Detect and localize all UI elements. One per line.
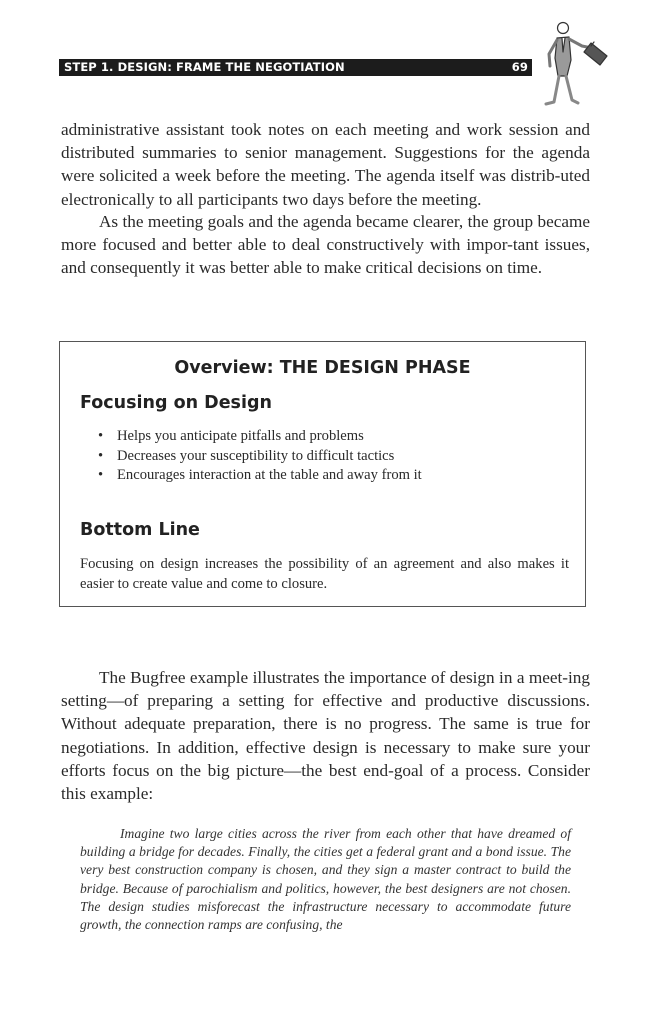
overview-box xyxy=(59,341,586,607)
focusing-bullet-list xyxy=(98,427,422,486)
overview-title: Overview: THE DESIGN PHASE xyxy=(174,358,471,378)
paragraph-3 xyxy=(61,666,590,805)
example-quote-text: Imagine two large cities across the river from each other that have dreamed of building a bridge for decades. Finally, the cities get a federal grant and a bond issue. The very best construction company is chosen, and they sign a master contract to build the bridge. Because of parochialism and politics, however, the best designers are not chosen. The design studies misforecast the infrastructure necessary to accommodate future growth, the connection ramps are confusing, the xyxy=(80,826,571,933)
running-header xyxy=(59,59,532,76)
list-item: • Encourages interaction at the table and away from it xyxy=(98,467,422,483)
paragraph-2-text: As the meeting goals and the agenda became clearer, the group became more focused and better able to deal constructively with impor-tant issues, and consequently it was better able to make critical decisions on time. xyxy=(61,212,590,278)
paragraph-2 xyxy=(61,210,590,280)
list-item: • Helps you anticipate pitfalls and problems xyxy=(98,428,364,444)
page-number: 69 xyxy=(511,60,528,74)
paragraph-3-text: The Bugfree example illustrates the importance of design in a meet-ing setting—of preparing a setting for effective and productive discussions. Without adequate preparation, there is no progress. The same is true for negotiations. In addition, effective design is necessary to make sure your efforts focus on the big picture—the best end-goal of a process. Consider this example: xyxy=(61,668,590,804)
bottom-line-heading: Bottom Line xyxy=(80,520,200,540)
bottom-line-text: Focusing on design increases the possibility of an agreement and also makes it easier to create value and come to closure. xyxy=(80,556,569,592)
focusing-heading: Focusing on Design xyxy=(80,393,272,413)
paragraph-1: administrative assistant took notes on each meeting and work session and distributed summaries to senior management. Suggestions for the agenda were solicited a week before the meeting. The agenda itself was distrib-uted electronically to all participants two days before the meeting. xyxy=(61,120,590,209)
list-item: • Decreases your susceptibility to difficult tactics xyxy=(98,447,395,464)
example-quote xyxy=(80,825,571,934)
chapter-title: STEP 1. DESIGN: FRAME THE NEGOTIATION xyxy=(64,60,345,74)
businessman-with-briefcase-icon xyxy=(536,18,616,110)
